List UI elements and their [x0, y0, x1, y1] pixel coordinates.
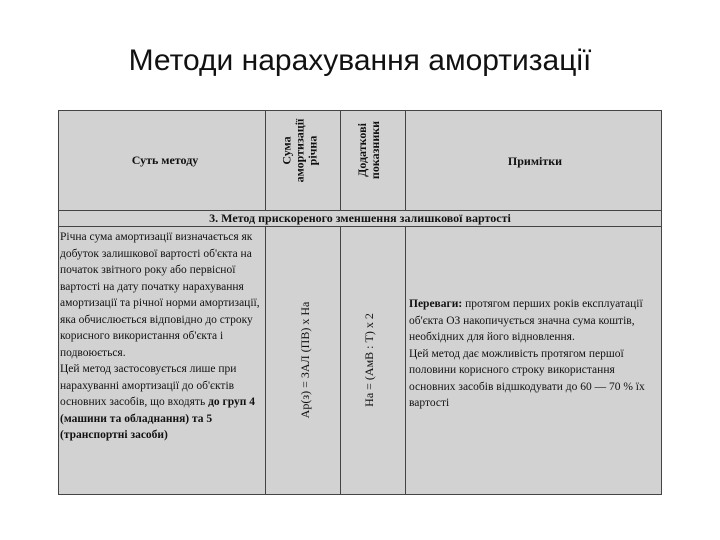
col-divider-2-header: [340, 110, 341, 210]
col-divider-1: [265, 226, 266, 494]
formula-extra-indicator: На = (АмВ : Т) х 2: [362, 313, 376, 407]
col-divider-1-header: [265, 110, 266, 210]
col-divider-3-header: [405, 110, 406, 210]
section-title: 3. Метод прискореного зменшення залишкової вартості: [209, 211, 511, 225]
table-border-left: [58, 110, 59, 494]
header-annual-sum-line2: амортизації: [292, 118, 307, 183]
formula-annual-sum: Ар(з) = ЗАЛ (ПВ) x На: [298, 301, 312, 419]
method-description: [60, 229, 264, 444]
description-part1: Річна сума амортизації визначається як добуток залишкової вартості об'єкта на початок звітного року або первісної вартості на дату початку нарахування амортизації та річної норми амортизації, яка обчислюється відповідно до строку корисного використання об'єкта і подвоюється.: [60, 231, 260, 359]
header-annual-sum-line1: Сума: [279, 136, 294, 165]
header-annual-sum-line3: річна: [305, 135, 320, 166]
notes-text-2: Цей метод дає можливість протягом першої половини корисного строку використання основних засобів відшкодувати до 60 — 70 % їх вартості: [409, 347, 645, 409]
notes-advantages-label: Переваги:: [409, 298, 463, 310]
header-extra-line2: показники: [368, 120, 382, 180]
header-extra-indicators: [356, 100, 388, 200]
header-method: Суть методу: [131, 153, 199, 167]
description-bold: до груп 4 (машини та обладнання) та 5 (транспортні засоби): [60, 396, 255, 441]
notes-text-1: протягом перших років експлуатації об'єкта ОЗ накопичується значна сума коштів, необхідних для його відновлення.: [409, 298, 643, 343]
description-part2: Цей метод застосовується лише при нарахуванні амортизації до об'єктів основних засобів, що входять: [60, 363, 237, 408]
table-border-right: [661, 110, 662, 494]
col-divider-2: [340, 226, 341, 494]
header-extra-line1: Додаткові: [355, 123, 369, 177]
table-border-bottom: [58, 494, 662, 495]
page-title: Методи нарахування амортизації: [128, 44, 592, 77]
header-notes: Примітки: [507, 154, 563, 168]
section-divider: [58, 226, 662, 227]
col-divider-3: [405, 226, 406, 494]
header-annual-sum: [281, 101, 326, 201]
method-notes: [409, 296, 659, 412]
